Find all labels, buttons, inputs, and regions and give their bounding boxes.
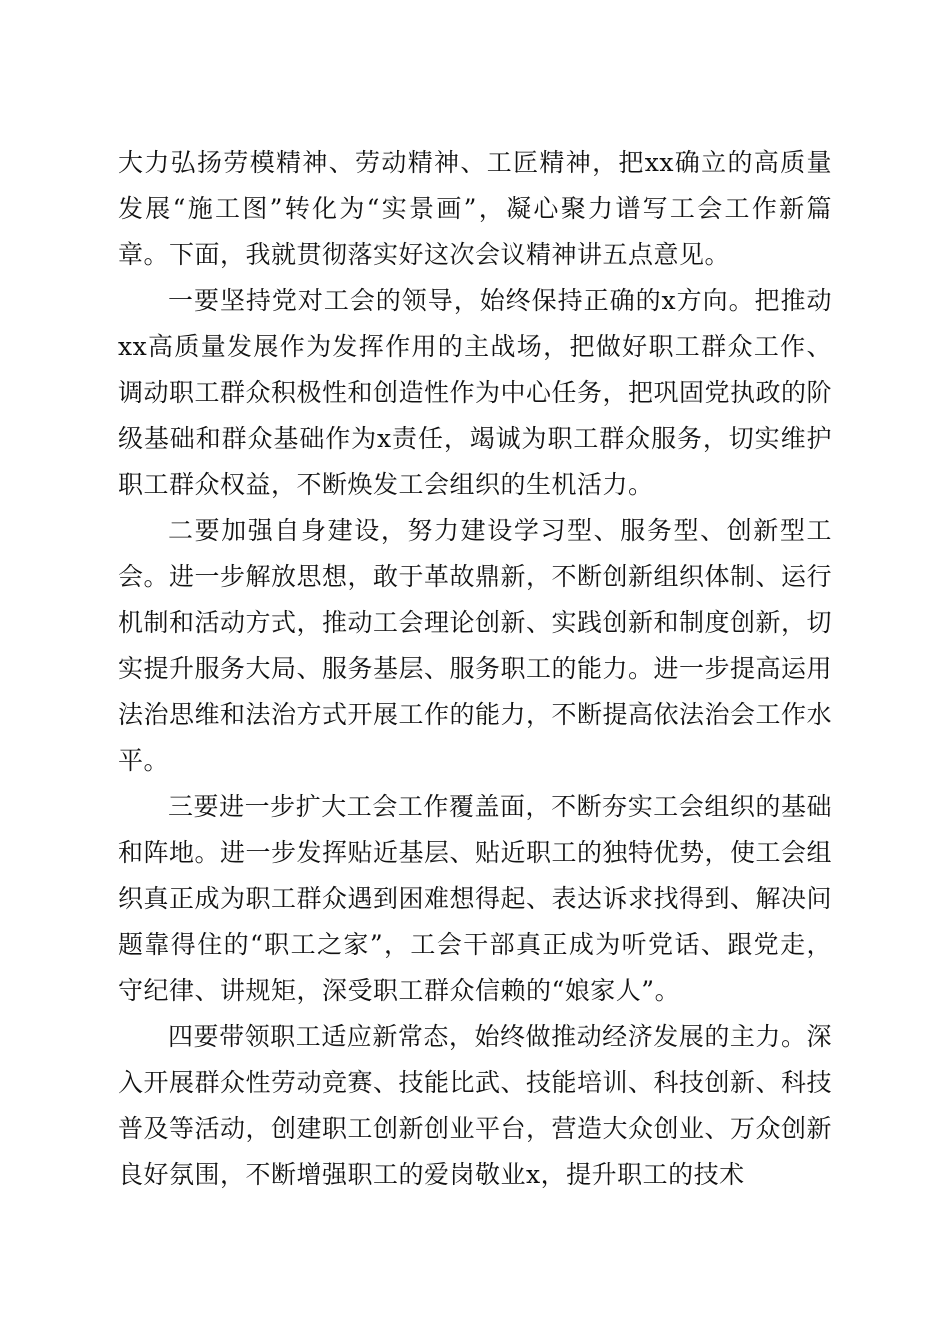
document-body [118,140,832,1198]
paragraph-point-three: 三要进一步扩大工会工作覆盖面，不断夯实工会组织的基础和阵地。进一步发挥贴近基层、贴近职工的独特优势，使工会组织真正成为职工群众遇到困难想得起、表达诉求找得到、解决问题靠得住的“职工之家”，工会干部真正成为听党话、跟党走，守纪律、讲规矩，深受职工群众信赖的“娘家人”。 [118,792,833,1005]
paragraph-continuation: 大力弘扬劳模精神、劳动精神、工匠精神，把xx确立的高质量发展“施工图”转化为“实景画”，凝心聚力谱写工会工作新篇章。下面，我就贯彻落实好这次会议精神讲五点意见。 [118,148,832,269]
paragraph-point-two: 二要加强自身建设，努力建设学习型、服务型、创新型工会。进一步解放思想，敢于革故鼎新，不断创新组织体制、运行机制和活动方式，推动工会理论创新、实践创新和制度创新，切实提升服务大局、服务基层、服务职工的能力。进一步提高运用法治思维和法治方式开展工作的能力，不断提高依法治会工作水平。 [118,516,833,775]
paragraph-point-one: 一要坚持党对工会的领导，始终保持正确的x方向。把推动xx高质量发展作为发挥作用的主战场，把做好职工群众工作、调动职工群众积极性和创造性作为中心任务，把巩固党执政的阶级基础和群众基础作为x责任，竭诚为职工群众服务，切实维护职工群众权益，不断焕发工会组织的生机活力。 [118,286,833,499]
paragraph-point-four: 四要带领职工适应新常态，始终做推动经济发展的主力。深入开展群众性劳动竞赛、技能比武、技能培训、科技创新、科技普及等活动，创建职工创新创业平台，营造大众创业、万众创新良好氛围，不断增强职工的爱岗敬业x，提升职工的技术 [118,1022,833,1189]
